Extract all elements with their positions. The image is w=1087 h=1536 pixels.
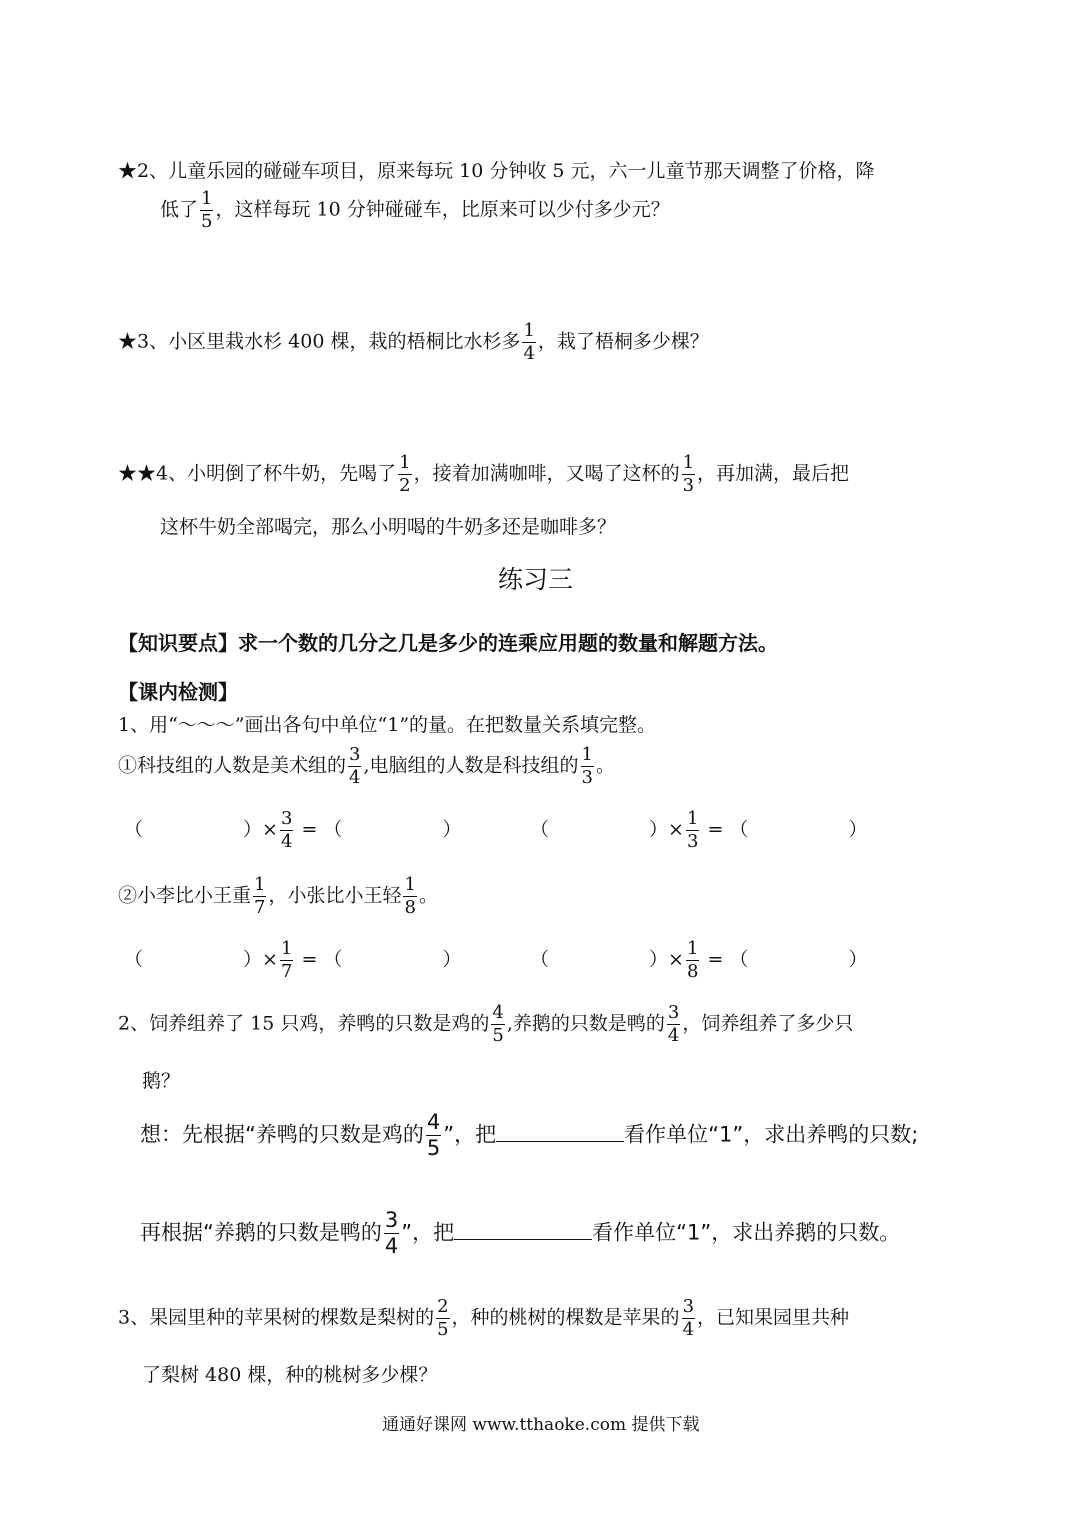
section-title: 练习三: [498, 565, 574, 594]
equation-row-1b: （ ）× $\frac{1}{3}$ = （ ）: [530, 808, 868, 852]
answer-blank[interactable]: [496, 1140, 624, 1142]
equation-row-2b: （ ）× $\frac{1}{8}$ = （ ）: [530, 938, 868, 982]
problem-2-line-2: 鹅？: [142, 1070, 181, 1092]
question-2-line-2: 低了 $\frac{1}{5}$ ，这样每玩 10 分钟碰碰车，比原来可以少付多少元？: [160, 188, 670, 232]
knowledge-points: 【知识要点】求一个数的几分之几是多少的连乘应用题的数量和解题方法。: [118, 631, 778, 655]
fraction: $\frac{3}{4}$: [384, 1208, 399, 1258]
fraction: $\frac{1}{8}$: [686, 938, 699, 982]
fraction: $\frac{4}{5}$: [426, 1110, 441, 1160]
equation-row-2a: （ ）× $\frac{1}{7}$ = （ ）: [124, 938, 462, 982]
fraction: $\frac{1}{3}$: [682, 452, 695, 496]
fraction: $\frac{1}{4}$: [523, 320, 535, 364]
page-footer: 通通好课网 www.tthaoke.com 提供下载: [382, 1415, 700, 1435]
question-4-line-2: 这杯牛奶全部喝完，那么小明喝的牛奶多还是咖啡多？: [160, 516, 617, 538]
equation-row-1a: （ ）× $\frac{3}{4}$ = （ ）: [124, 808, 462, 852]
star-icon: ★: [118, 330, 138, 353]
problem-2: 2、饲养组养了 15 只鸡，养鸭的只数是鸡的 $\frac{4}{5}$ ,养鹅的只数是鸭的 $\frac{3}{4}$ ，饲养组养了多少只: [118, 1002, 854, 1046]
question-4: ★★4、小明倒了杯牛奶，先喝了 $\frac{1}{2}$ ，接着加满咖啡，又喝了这杯的 $\frac{1}{3}$ ，再加满，最后把: [118, 452, 850, 496]
fraction: $\frac{3}{4}$: [667, 1002, 680, 1046]
think-line-2: 再根据“养鹅的只数是鸭的 $\frac{3}{4}$ ”，把 看作单位“1”，求出养鹅的只数。: [140, 1208, 901, 1258]
fraction: $\frac{3}{4}$: [682, 1296, 695, 1340]
fraction: $\frac{1}{2}$: [399, 452, 411, 496]
fraction: $\frac{1}{7}$: [280, 938, 293, 982]
answer-blank[interactable]: [454, 1238, 592, 1240]
fraction: $\frac{1}{3}$: [686, 808, 699, 852]
question-2-line-1: 2、儿童乐园的碰碰车项目，原来每玩 10 分钟收 5 元，六一儿童节那天调整了价格，降: [137, 160, 875, 182]
fraction: $\frac{1}{8}$: [404, 874, 416, 918]
fraction: $\frac{3}{4}$: [349, 744, 361, 788]
classroom-test-heading: 【课内检测】: [118, 680, 238, 704]
problem-1-sentence-1: ①科技组的人数是美术组的 $\frac{3}{4}$ ,电脑组的人数是科技组的 $\frac{1}{3}$ 。: [118, 744, 615, 788]
question-3: ★3、小区里栽水杉 400 棵，栽的梧桐比水杉多 $\frac{1}{4}$ ，栽了梧桐多少棵？: [118, 320, 709, 364]
problem-3-line-2: 了梨树 480 棵，种的桃树多少棵？: [142, 1364, 438, 1386]
fraction: $\frac{4}{5}$: [492, 1002, 504, 1046]
problem-3: 3、果园里种的苹果树的棵数是梨树的 $\frac{2}{5}$ ，种的桃树的棵数是苹果的 $\frac{3}{4}$ ，已知果园里共种: [118, 1296, 850, 1340]
question-2: [118, 156, 875, 183]
fraction: $\frac{1}{3}$: [581, 744, 593, 788]
fraction: $\frac{1}{7}$: [254, 874, 266, 918]
star-icon: ★: [118, 160, 138, 182]
think-line-1: 想：先根据“养鸭的只数是鸡的 $\frac{4}{5}$ ”，把 看作单位“1”，求出养鸭的只数;: [140, 1110, 919, 1160]
problem-1: 1、用“～～～”画出各句中单位“1”的量。在把数量关系填完整。: [118, 714, 657, 736]
fraction: $\frac{2}{5}$: [437, 1296, 449, 1340]
problem-1-sentence-2: ②小李比小王重 $\frac{1}{7}$ ，小张比小王轻 $\frac{1}{8}$ 。: [118, 874, 438, 918]
fraction: $\frac{3}{4}$: [280, 808, 293, 852]
star-icon: ★★: [118, 462, 157, 485]
fraction: $\frac{1}{5}$: [201, 188, 213, 232]
